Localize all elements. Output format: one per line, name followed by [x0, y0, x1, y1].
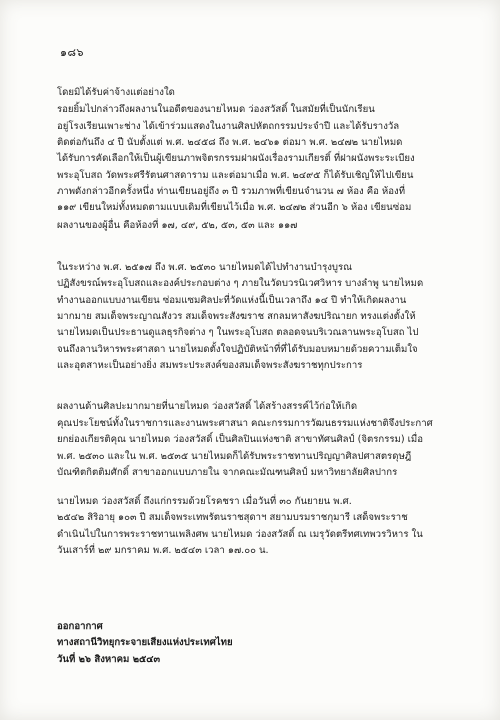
footer-line: วันที่ ๒๖ สิงหาคม ๒๕๔๓	[57, 654, 161, 665]
text-line: มากมาย สมเด็จพระญาณสังวร สมเด็จพระสังฆราช สกลมหาสังฆปริณายก ทรงแต่งตั้งให้	[57, 311, 416, 322]
footer-line: ออกอากาศ	[57, 621, 103, 632]
text-line: ๒๕๔๒ สิริอายุ ๑๐๓ ปี สมเด็จพระเทพรัตนราชสุดาฯ สยามบรมราชกุมารี เสด็จพระราช	[57, 512, 408, 523]
text-line: จนถึงลานวิหารพระศาสดา นายไหมดตั้งใจปฏิบัติหน้าที่ที่ได้รับมอบหมายด้วยความเต็มใจ	[57, 344, 418, 355]
text-line: ผลงานด้านศิลปะมากมายที่นายไหมด ว่องสวัสดิ์ ได้สร้างสรรค์ไว้ก่อให้เกิด	[57, 401, 358, 412]
text-line: ทำงานออกแบบงานเขียน ซ่อมแซมศิลปะที่วัดแห่งนี้เป็นเวลาถึง ๑๔ ปี ทำให้เกิดผลงาน	[57, 295, 407, 306]
text-line: ยกย่องเกียรติคุณ นายไหมด ว่องสวัสดิ์ เป็นศิลปินแห่งชาติ สาขาทัศนศิลป์ (จิตรกรรม) เมื่อ	[57, 434, 424, 445]
footer-line: ทางสถานีวิทยุกระจายเสียงแห่งประเทศไทย	[57, 637, 233, 648]
text-line: คุณประโยชน์ทั้งในราชการและงานพระศาสนา คณะกรรมการวัฒนธรรมแห่งชาติจึงประกาศ	[57, 418, 433, 429]
text-line: ดำเนินไปในการพระราชทานเพลิงศพ นายไหมด ว่องสวัสดิ์ ณ เมรุวัดตรีทศเทพวรวิหาร ใน	[57, 529, 423, 540]
text-line: ๑๑๙ เขียนใหม่ทั้งหมดตามแบบเดิมที่เขียนไว้เมื่อ พ.ศ. ๒๔๗๒ ส่วนอีก ๖ ห้อง เขียนซ่อม	[57, 202, 412, 213]
text-line: ผลงานของผู้อื่น คือห้องที่ ๑๗, ๔๙, ๕๒, ๕๓, ๕๓ และ ๑๑๗	[57, 220, 298, 231]
text-line: รอยยิ้มไปกล่าวถึงผลงานในอดีตของนายไหมด ว่องสวัสดิ์ ในสมัยที่เป็นนักเรียน	[57, 104, 375, 115]
text-line: นายไหมด ว่องสวัสดิ์ ถึงแก่กรรมด้วยโรคชรา เมื่อวันที่ ๓๐ กันยายน พ.ศ.	[57, 496, 352, 507]
text-line: และอุตสาหะเป็นอย่างยิ่ง สมพระประสงค์ของสมเด็จพระสังฆราชทุกประการ	[57, 360, 363, 371]
text-line: วันเสาร์ที่ ๒๙ มกราคม พ.ศ. ๒๕๔๓ เวลา ๑๗.๐๐ น.	[57, 545, 269, 556]
text-line: พระอุโบสถ วัดพระศรีรัตนศาสดาราม และต่อมาเมื่อ พ.ศ. ๒๔๙๕ ก็ได้รับเชิญให้ไปเขียน	[57, 170, 414, 181]
text-line: พ.ศ. ๒๕๓๐ และใน พ.ศ. ๒๕๓๕ นายไหมดก็ได้รับพระราชทานปริญญาศิลปศาสตรดุษฎี	[57, 451, 412, 462]
text-line: โดยมิได้รับค่าจ้างแต่อย่างใด	[57, 87, 175, 98]
text-line: อยู่โรงเรียนเพาะช่าง ได้เข้าร่วมแสดงในงานศิลปหัตถกรรมประจำปี และได้รับรางวัล	[57, 121, 400, 132]
text-line: ปฏิสังขรณ์พระอุโบสถและองค์ประกอบต่าง ๆ ภายในวัดบวรนิเวศวิหาร บางลำพู นายไหมด	[57, 278, 424, 289]
text-line: ติดต่อกันถึง ๔ ปี นับตั้งแต่ พ.ศ. ๒๔๕๘ ถึง พ.ศ. ๒๔๖๑ ต่อมา พ.ศ. ๒๔๗๒ นายไหมด	[57, 137, 403, 148]
text-line: นายไหมดเป็นประธานดูแลธุรกิจต่าง ๆ ในพระอุโบสถ ตลอดจนบริเวณลานพระอุโบสถ ไป	[57, 327, 419, 338]
text-line: ในระหว่าง พ.ศ. ๒๕๑๗ ถึง พ.ศ. ๒๕๓๐ นายไหมดได้ไปทำงานบำรุงบูรณ	[57, 262, 353, 273]
text-line: ได้รับการคัดเลือกให้เป็นผู้เขียนภาพจิตรกรรมฝาผนังเรื่องรามเกียรติ์ ที่ฝาผนังพระระเบียง	[57, 153, 415, 164]
text-line: บัณฑิตกิตติมศักดิ์ สาขาออกแบบภายใน จากคณะมัณฑนศิลป์ มหาวิทยาลัยศิลปากร	[57, 467, 398, 478]
text-line: ภาพดังกล่าวอีกครั้งหนึ่ง ท่านเขียนอยู่ถึง ๓ ปี รวมภาพที่เขียนจำนวน ๗ ห้อง คือ ห้องที่	[57, 186, 406, 197]
page-number: ๑๘๖	[60, 46, 84, 59]
